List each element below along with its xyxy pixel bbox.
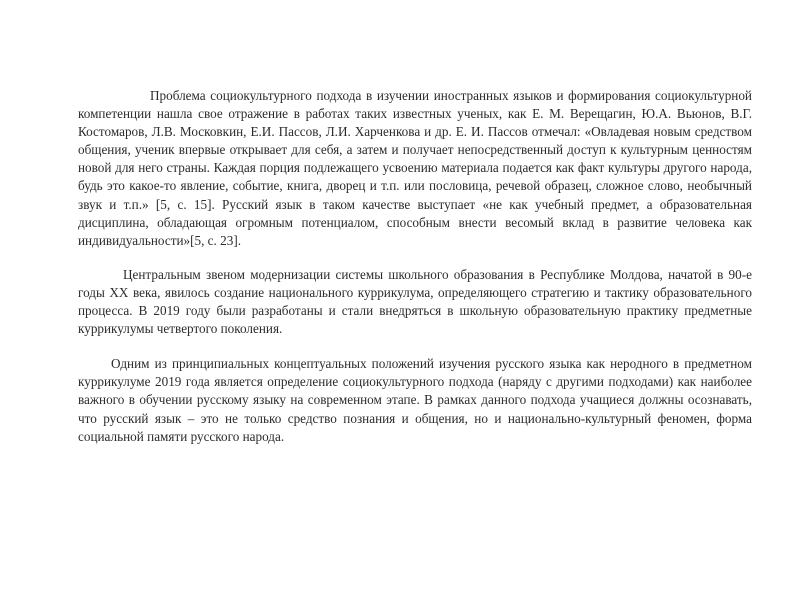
- document-body: [78, 87, 752, 446]
- paragraph-conceptual-positions: Одним из принципиальных концептуальных положений изучения русского языка как неродного в предметном куррикулуме 2019 года является определение социокультурного подхода (наряду с другими подходами) как наиболее важного в обучении русскому языку на современном этапе. В рамках данного подхода учащиеся должны осознавать, что русский язык – это не только средство познания и общения, но и национально-культурный феномен, форма социальной памяти русского народа.: [78, 356, 752, 444]
- paragraph-sociocultural-approach: Проблема социокультурного подхода в изучении иностранных языков и формирования социокультурной компетенции нашла свое отражение в работах таких известных ученых, как Е. М. Верещагин, Ю.А. Вьюнов, В.Г. Костомаров, Л.В. Московкин, Е.И. Пассов, Л.И. Харченкова и др. Е. И. Пассов отмечал: «Овладевая новым средством общения, ученик впервые открывает для себя, а затем и получает непосредственный доступ к культурным ценностям новой для него страны. Каждая порция подлежащего усвоению материала подается как факт культуры другого народа, будь это какое-то явление, событие, книга, дворец и т.п. или пословица, речевой образец, сложное слово, необычный звук и т.п.» [5, с. 15]. Русский язык в таком качестве выступает «не как учебный предмет, а образовательная дисциплина, обладающая огромным потенциалом, способным внести весомый вклад в развитие человека как индивидуальности»[5, с. 23].: [78, 88, 752, 248]
- paragraph-curriculum-modernization: Центральным звеном модернизации системы школьного образования в Республике Молдова, начатой в 90-е годы XX века, явилось создание национального куррикулума, определяющего стратегию и тактику образовательного процесса. В 2019 году были разработаны и стали внедряться в школьную образовательную практику предметные куррикулумы четвертого поколения.: [78, 266, 752, 337]
